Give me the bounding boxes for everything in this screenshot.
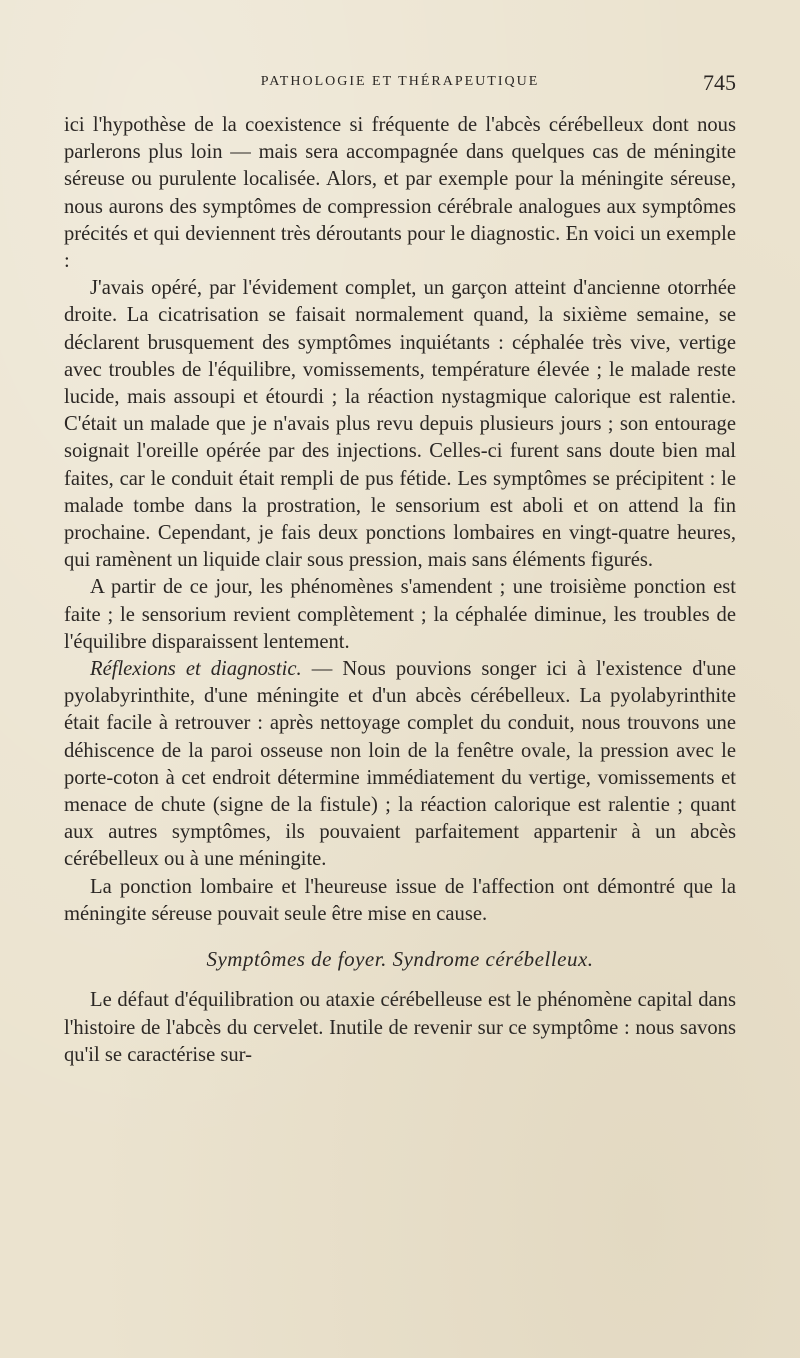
paragraph-2: J'avais opéré, par l'évidement complet, un garçon atteint d'ancienne otorrhée droite. La cicatrisation se faisait normalement quand, la sixième semaine, se déclarent brusquement des symptômes inquiétants : céphalée très vive, vertige avec troubles de l'équilibre, vomissements, température élevée ; le malade reste lucide, mais assoupi et étourdi ; la réaction nystagmique calorique est ralentie. C'était un malade que je n'avais plus revu depuis plusieurs jours ; son entourage soignait l'oreille opérée par des injections. Celles-ci furent sans doute bien mal faites, car le conduit était rempli de pus fétide. Les symptômes se précipitent : le malade tombe dans la prostration, le sensorium est aboli et on attend la fin prochaine. Cependant, je fais deux ponctions lombaires en vingt-quatre heures, qui ramènent un liquide clair sous pression, mais sans éléments figurés. — [64, 277, 736, 572]
page-header — [64, 70, 736, 100]
paragraph-4-text: — Nous pouvions songer ici à l'existence d'une pyolabyrinthite, d'une méningite et d'un abcès cérébelleux. La pyolabyrinthite était facile à retrouver : après nettoyage complet du conduit, nous trouvons une déhiscence de la paroi osseuse non loin de la fenêtre ovale, la pression avec le porte-coton à cet endroit détermine immédiatement du vertige, vomissements et menace de chute (signe de la fistule) ; la réaction calorique est ralentie ; quant aux autres symptômes, ils pouvaient parfaitement appartenir à un abcès cérébelleux ou à une méningite. — [64, 658, 736, 871]
running-title: PATHOLOGIE ET THÉRAPEUTIQUE — [260, 74, 540, 89]
page-number: 745 — [703, 70, 736, 95]
paragraph-3: A partir de ce jour, les phénomènes s'amendent ; une troisième ponction est faite ; le sensorium revient complètement ; la céphalée diminue, les troubles de l'équilibre disparaissent lentement. — [64, 576, 736, 653]
paragraph-5: La ponction lombaire et l'heureuse issue de l'affection ont démontré que la méningite séreuse pouvait seule être mise en cause. — [64, 875, 736, 925]
body-text — [64, 112, 736, 1069]
paragraph-4 — [64, 656, 736, 874]
paragraph-4-lead: Réflexions et diagnostic. — [90, 658, 302, 681]
paragraph-1: ici l'hypothèse de la coexistence si fréquente de l'abcès cérébelleux dont nous parlerons plus loin — mais sera accompagnée dans quelques cas de méningite séreuse ou purulente localisée. Alors, et par exemple pour la méningite séreuse, nous aurons des symptômes de compression cérébrale analogues aux symptômes précités et qui deviennent très déroutants pour le diagnostic. En voici un exemple : — [64, 114, 736, 273]
section-heading: Symptômes de foyer. Syndrome cérébelleux. — [206, 947, 594, 972]
paragraph-6: Le défaut d'équilibration ou ataxie cérébelleuse est le phénomène capital dans l'histoire de l'abcès du cervelet. Inutile de revenir sur ce symptôme : nous savons qu'il se caractérise sur- — [64, 989, 736, 1066]
